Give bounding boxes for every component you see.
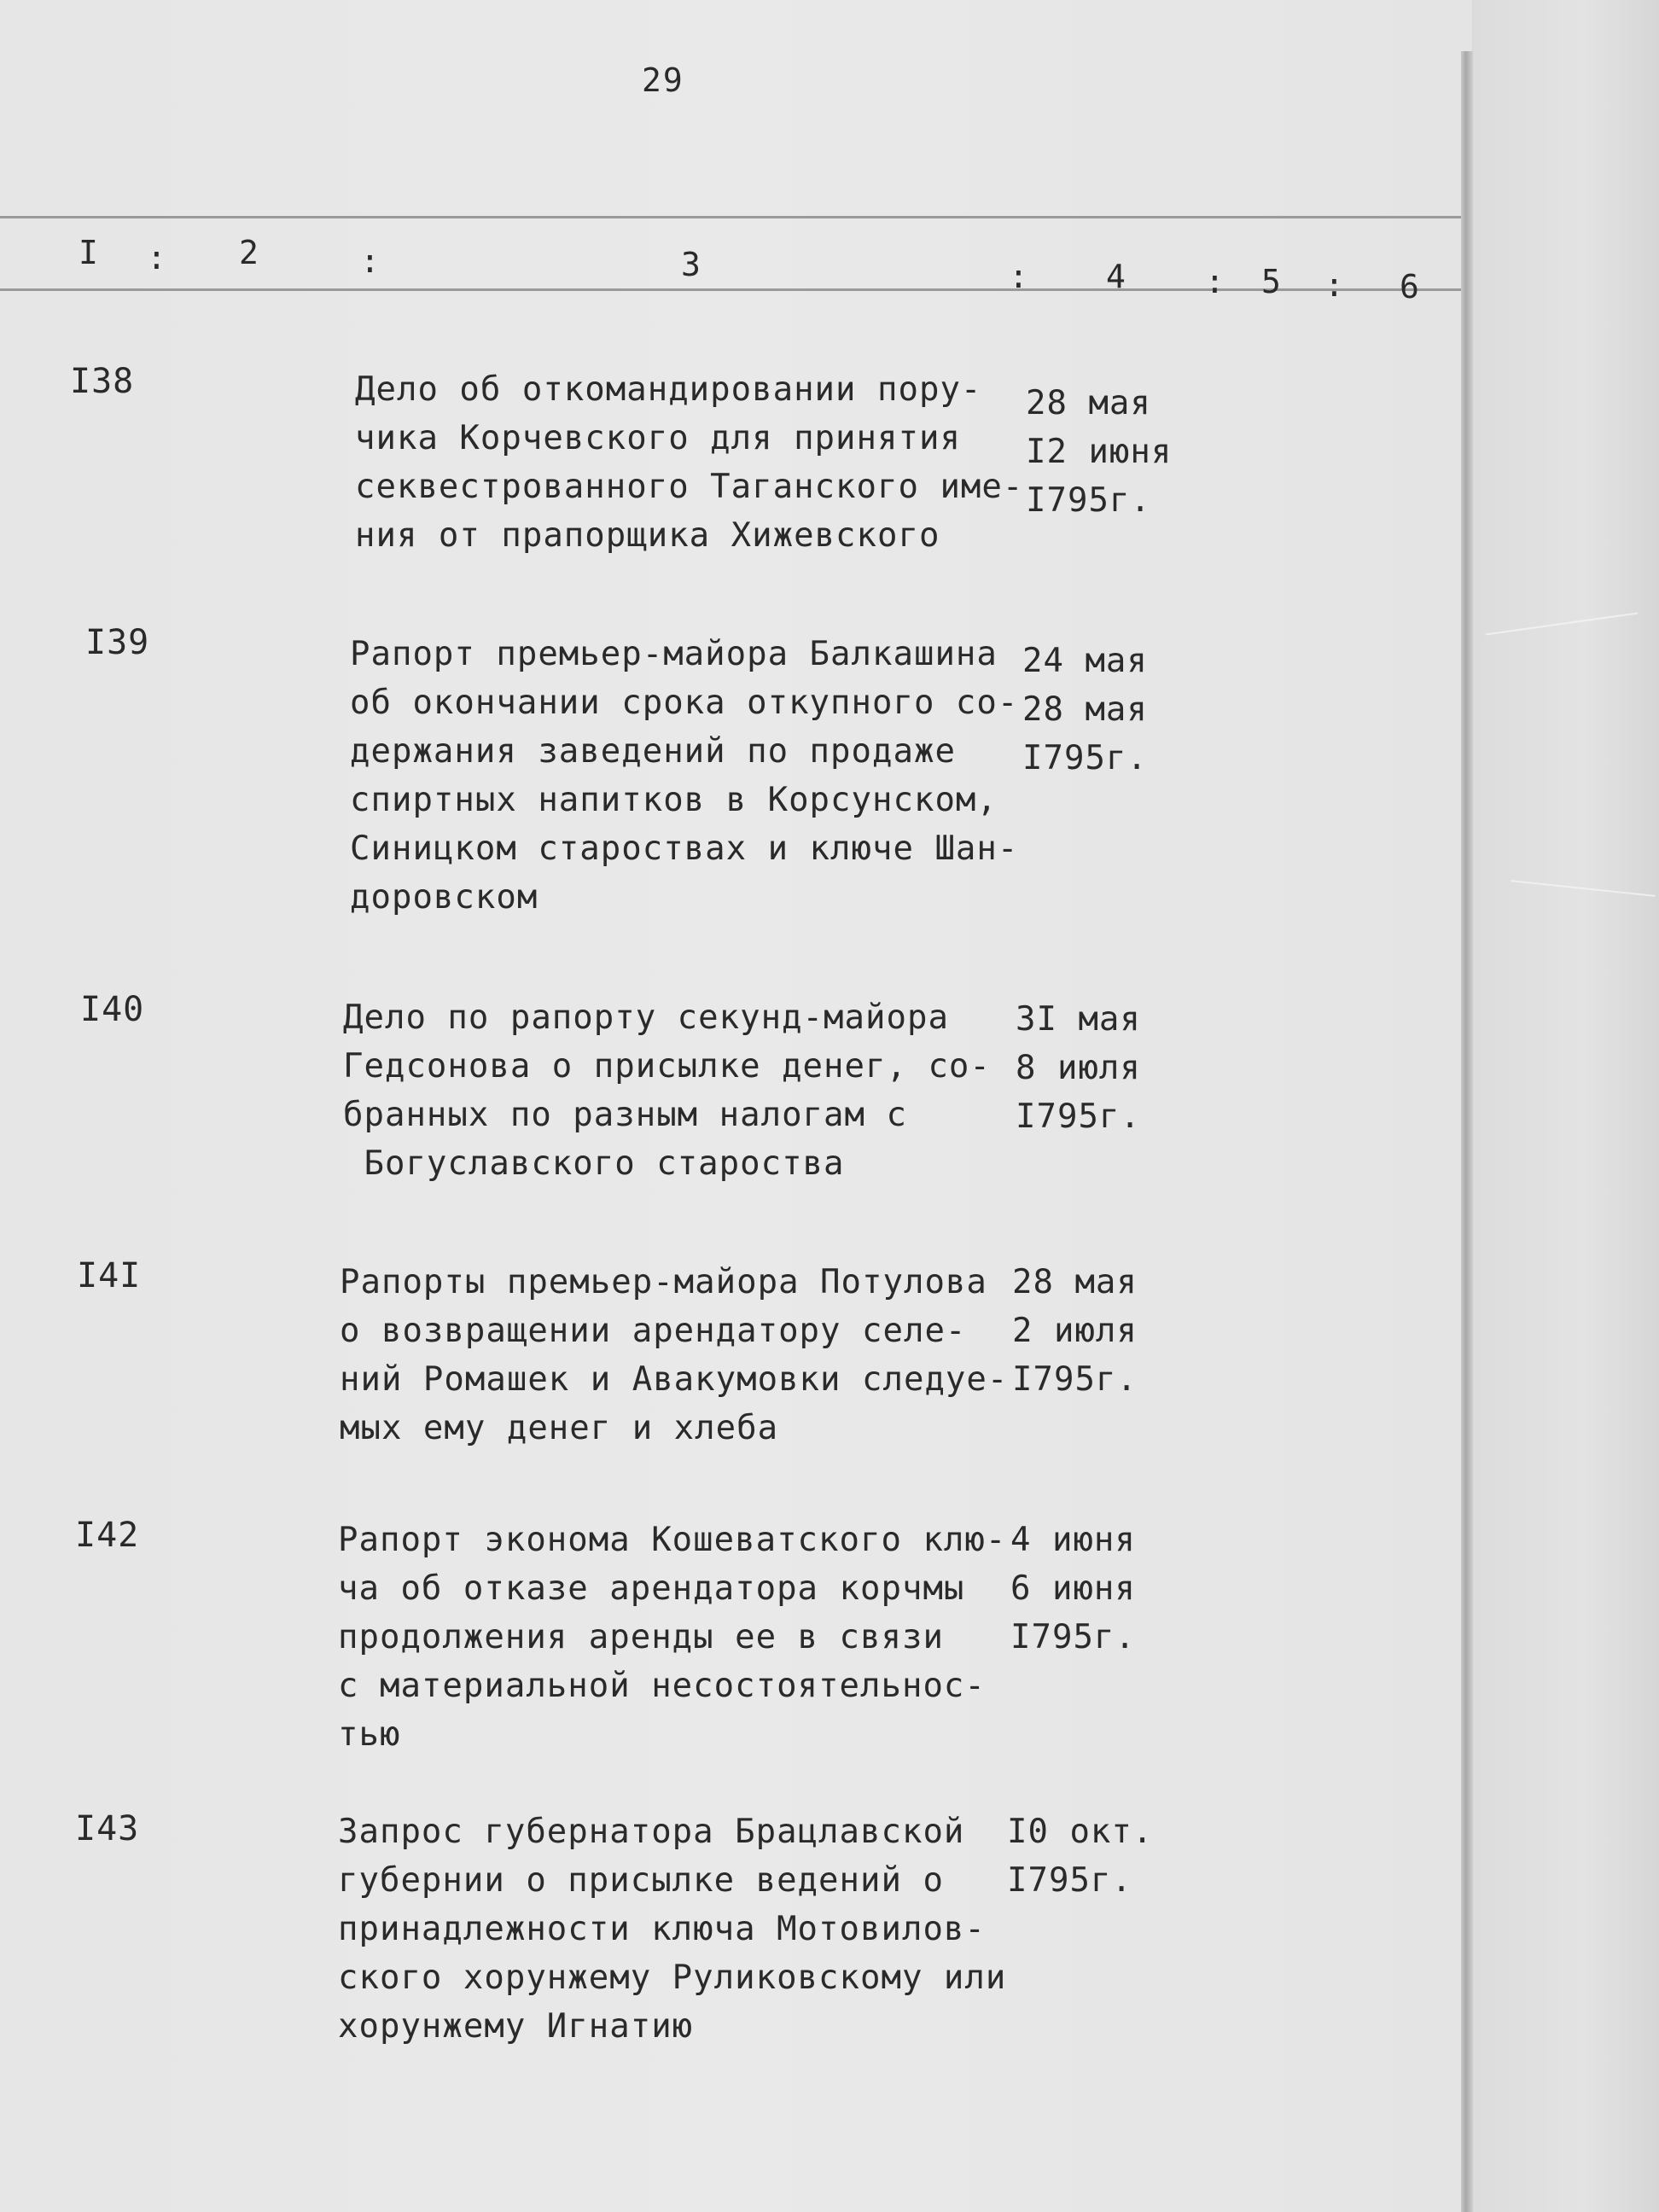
date-line: 2 июля [1012, 1312, 1138, 1350]
date-line: 3I мая [1016, 1000, 1141, 1039]
entry-dates [1022, 637, 1148, 783]
date-line: I795г. [1012, 1360, 1138, 1399]
date-line: I795г. [1022, 739, 1148, 777]
column-separator: : [360, 242, 380, 280]
title-line: ского хорунжему Руликовскому или [338, 1959, 1007, 1997]
entry-dates [1026, 379, 1172, 525]
title-line: продолжения аренды ее в связи [338, 1618, 944, 1656]
page-number: 29 [642, 61, 684, 99]
entry-title [350, 630, 1018, 922]
entry-title [340, 1258, 1008, 1452]
title-line: держания заведений по продаже [350, 732, 956, 771]
title-line: об окончании срока откупного со- [350, 684, 1019, 722]
title-line: ча об отказе арендатора корчмы [338, 1569, 965, 1608]
date-line: 28 мая [1012, 1263, 1138, 1301]
title-line: чика Корчевского для принятия [355, 419, 961, 457]
title-line: бранных по разным налогам с [343, 1096, 907, 1134]
entry-title [338, 1516, 1006, 1759]
date-line: 28 мая [1026, 384, 1151, 422]
date-line: I2 июня [1026, 433, 1173, 471]
title-line: Запрос губернатора Брацлавской [338, 1813, 965, 1851]
column-separator: : [1205, 263, 1225, 300]
date-line: I795г. [1016, 1097, 1141, 1136]
date-line: I795г. [1026, 481, 1151, 520]
column-header-1: I [79, 234, 98, 271]
title-line: с материальной несостоятельнос- [338, 1667, 986, 1705]
column-separator: : [1009, 258, 1028, 295]
entry-number: I4I [77, 1256, 142, 1295]
title-line: Дело по рапорту секунд-майора [343, 998, 949, 1037]
entry-title [355, 365, 1023, 560]
title-line: о возвращении арендатору селе- [340, 1312, 967, 1350]
date-line: I0 окт. [1007, 1813, 1154, 1851]
date-line: 4 июня [1010, 1521, 1136, 1559]
underlying-sheet [1473, 0, 1659, 2212]
date-line: 24 мая [1022, 642, 1148, 680]
entry-dates [1012, 1258, 1138, 1404]
title-line: Богуславского староства [343, 1144, 845, 1183]
entry-title [343, 993, 991, 1188]
page-edge [1461, 51, 1473, 2212]
date-line: 8 июля [1016, 1049, 1141, 1087]
entry-number: I38 [70, 362, 135, 401]
entry-number: I43 [75, 1809, 140, 1848]
title-line: Рапорты премьер-майора Потулова [340, 1263, 987, 1301]
header-rule-top [0, 216, 1461, 218]
column-separator: : [1324, 266, 1344, 304]
title-line: секвестрованного Таганского име- [355, 468, 1024, 506]
entry-dates [1016, 995, 1141, 1141]
title-line: мых ему денег и хлеба [340, 1409, 779, 1447]
date-line: I795г. [1010, 1618, 1136, 1656]
title-line: хорунжему Игнатию [338, 2007, 694, 2046]
date-line: I795г. [1007, 1861, 1132, 1900]
title-line: доровском [350, 878, 538, 917]
entry-dates [1007, 1807, 1153, 1905]
title-line: губернии о присылке ведений о [338, 1861, 944, 1900]
column-header-3: 3 [681, 246, 701, 283]
title-line: тью [338, 1715, 401, 1754]
title-line: Синицком староствах и ключе Шан- [350, 830, 1019, 868]
header-rule-bottom [0, 288, 1461, 291]
date-line: 28 мая [1022, 690, 1148, 729]
entry-number: I42 [75, 1516, 140, 1555]
column-separator: : [147, 239, 166, 276]
title-line: Дело об откомандировании пору- [355, 370, 982, 409]
column-header-2: 2 [239, 234, 259, 271]
entry-number: I39 [85, 623, 150, 662]
column-header-6: 6 [1400, 268, 1419, 306]
date-line: 6 июня [1010, 1569, 1136, 1608]
title-line: ния от прапорщика Хижевского [355, 516, 940, 555]
entry-dates [1010, 1516, 1136, 1662]
title-line: ний Ромашек и Авакумовки следуе- [340, 1360, 1009, 1399]
title-line: Рапорт эконома Кошеватского клю- [338, 1521, 1007, 1559]
title-line: Рапорт премьер-майора Балкашина [350, 635, 998, 673]
column-header-5: 5 [1261, 263, 1281, 300]
entry-title [338, 1807, 1006, 2051]
title-line: Гедсонова о присылке денег, со- [343, 1047, 991, 1086]
title-line: спиртных напитков в Корсунском, [350, 781, 998, 819]
column-header-4: 4 [1106, 258, 1126, 295]
entry-number: I40 [80, 990, 145, 1029]
title-line: принадлежности ключа Мотовилов- [338, 1910, 986, 1948]
